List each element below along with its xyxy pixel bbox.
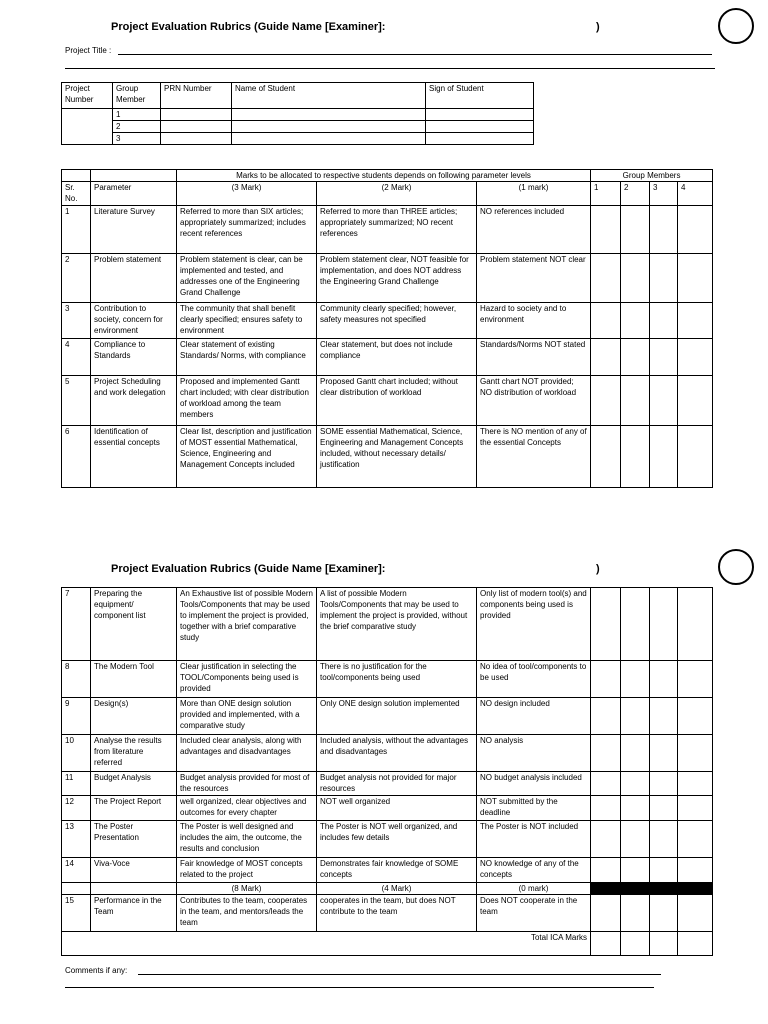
mark-cell[interactable] <box>591 698 621 735</box>
blank-cell <box>62 883 91 895</box>
mark-cell[interactable] <box>678 698 713 735</box>
level-8-header: (8 Mark) <box>177 883 317 895</box>
member-1-header: 1 <box>591 182 621 206</box>
mark-cell[interactable] <box>621 339 650 376</box>
mark-cell[interactable] <box>650 303 678 339</box>
level-2-text: cooperates in the team, but does NOT contribute to the team <box>317 895 477 932</box>
level-2-text: SOME essential Mathematical, Science, Engineering and Management Concepts included, without necessary details/ justification <box>317 426 477 488</box>
mark-cell[interactable] <box>678 254 713 303</box>
level-3-text: Clear list, description and justification of MOST essential Mathematical, Science, Engineering and Management Concepts included <box>177 426 317 488</box>
level-2-text: Clear statement, but does not include compliance <box>317 339 477 376</box>
total-cell[interactable] <box>591 932 621 956</box>
level-3-text: The community that shall benefit clearly specified; ensures safety to environment <box>177 303 317 339</box>
level-1-text: NO knowledge of any of the concepts <box>477 858 591 883</box>
sr-no: 4 <box>62 339 91 376</box>
parameter: Viva-Voce <box>91 858 177 883</box>
level-1-text: NOT submitted by the deadline <box>477 796 591 821</box>
parameter: Budget Analysis <box>91 772 177 796</box>
header-group-member: Group Member <box>113 83 161 109</box>
mark-cell[interactable] <box>678 821 713 858</box>
total-cell[interactable] <box>650 932 678 956</box>
mark-cell[interactable] <box>650 339 678 376</box>
level-1-text: Only list of modern tool(s) and components being used is provided <box>477 588 591 661</box>
name-cell[interactable] <box>232 121 426 133</box>
level-3-text: Proposed and implemented Gantt chart included; with clear distribution of workload among the team members <box>177 376 317 426</box>
sr-no: 14 <box>62 858 91 883</box>
level-3-text: Referred to more than SIX articles; appropriately summarized; includes recent references <box>177 206 317 254</box>
circle-mark-icon <box>718 8 754 44</box>
level-1-text: Hazard to society and to environment <box>477 303 591 339</box>
project-number-cell[interactable] <box>62 109 113 145</box>
level-3-text: An Exhaustive list of possible Modern Tools/Components that may be used to implement the project is provided, together with a brief comparative study <box>177 588 317 661</box>
mark-cell[interactable] <box>621 772 650 796</box>
mark-cell[interactable] <box>650 206 678 254</box>
mark-cell[interactable] <box>621 588 650 661</box>
group-members-label: Group Members <box>591 170 713 182</box>
level-3-text: well organized, clear objectives and outcomes for every chapter <box>177 796 317 821</box>
table-row <box>62 206 713 254</box>
level-1-text: Gantt chart NOT provided; NO distribution of workload <box>477 376 591 426</box>
mark-cell[interactable] <box>678 661 713 698</box>
level-3-text: Clear statement of existing Standards/ Norms, with compliance <box>177 339 317 376</box>
sign-cell[interactable] <box>426 133 534 145</box>
parameter: Project Scheduling and work delegation <box>91 376 177 426</box>
allocation-note: Marks to be allocated to respective students depends on following parameter levels <box>177 170 591 182</box>
level-1-text: Problem statement NOT clear <box>477 254 591 303</box>
sr-no: 5 <box>62 376 91 426</box>
table-row <box>62 895 713 932</box>
mark-cell[interactable] <box>678 339 713 376</box>
level-1-text: There is NO mention of any of the essential Concepts <box>477 426 591 488</box>
mark-cell[interactable] <box>591 661 621 698</box>
sr-no: 8 <box>62 661 91 698</box>
mark-cell[interactable] <box>591 735 621 772</box>
blank-cell <box>62 170 91 182</box>
level-2-text: Only ONE design solution implemented <box>317 698 477 735</box>
level-2-text: Problem statement clear, NOT feasible for implementation, and does NOT address the Engineering Grand Challenge <box>317 254 477 303</box>
mark-cell[interactable] <box>621 303 650 339</box>
table-row <box>62 254 713 303</box>
level-3-text: Problem statement is clear, can be implemented and tested, and addresses one of the Engineering Grand Challenge <box>177 254 317 303</box>
comments-line-2[interactable] <box>65 987 654 988</box>
level-1-header: (1 mark) <box>477 182 591 206</box>
sr-no: 12 <box>62 796 91 821</box>
mark-cell[interactable] <box>621 206 650 254</box>
mark-cell[interactable] <box>650 254 678 303</box>
level-2-text: Demonstrates fair knowledge of SOME concepts <box>317 858 477 883</box>
mark-cell[interactable] <box>650 661 678 698</box>
parameter: Preparing the equipment/ component list <box>91 588 177 661</box>
parameter: Problem statement <box>91 254 177 303</box>
page-2-title: Project Evaluation Rubrics (Guide Name [Examiner]: <box>111 563 386 575</box>
level-2-text: Referred to more than THREE articles; appropriately summarized; NO recent references <box>317 206 477 254</box>
blacked-out-cell <box>591 883 713 895</box>
level-2-header: (2 Mark) <box>317 182 477 206</box>
level-1-text: No idea of tool/components to be used <box>477 661 591 698</box>
level-1-text: NO analysis <box>477 735 591 772</box>
mark-cell[interactable] <box>591 303 621 339</box>
project-title-line[interactable] <box>118 54 712 55</box>
mark-cell[interactable] <box>621 426 650 488</box>
mark-cell[interactable] <box>650 376 678 426</box>
rubric-table-1 <box>61 169 713 488</box>
prn-cell[interactable] <box>161 109 232 121</box>
mark-cell[interactable] <box>650 821 678 858</box>
name-cell[interactable] <box>232 133 426 145</box>
mark-cell[interactable] <box>621 661 650 698</box>
parameter: Literature Survey <box>91 206 177 254</box>
name-cell[interactable] <box>232 109 426 121</box>
level-3-text: Budget analysis provided for most of the resources <box>177 772 317 796</box>
mark-cell[interactable] <box>678 796 713 821</box>
total-ica-marks-label: Total ICA Marks <box>62 932 591 956</box>
sign-cell[interactable] <box>426 109 534 121</box>
mark-cell[interactable] <box>678 858 713 883</box>
sr-no: 13 <box>62 821 91 858</box>
level-1-text: Standards/Norms NOT stated <box>477 339 591 376</box>
table-row <box>62 303 713 339</box>
mark-cell[interactable] <box>591 796 621 821</box>
mark-cell[interactable] <box>591 376 621 426</box>
table-row <box>62 426 713 488</box>
table-row <box>62 588 713 661</box>
mark-cell[interactable] <box>621 254 650 303</box>
sr-no: 2 <box>62 254 91 303</box>
mark-cell[interactable] <box>650 858 678 883</box>
mark-cell[interactable] <box>591 206 621 254</box>
level-1-text: NO budget analysis included <box>477 772 591 796</box>
sr-no: 9 <box>62 698 91 735</box>
header-prn-number: PRN Number <box>161 83 232 109</box>
level-4-header: (4 Mark) <box>317 883 477 895</box>
parameter: Contribution to society, concern for environment <box>91 303 177 339</box>
member-number: 1 <box>113 109 161 121</box>
student-table <box>61 82 534 145</box>
project-title-label: Project Title : <box>65 46 112 55</box>
mark-cell[interactable] <box>621 858 650 883</box>
table-row <box>62 376 713 426</box>
parameter: Analyse the results from literature referred <box>91 735 177 772</box>
prn-cell[interactable] <box>161 121 232 133</box>
mark-cell[interactable] <box>678 735 713 772</box>
comments-line[interactable] <box>138 974 661 975</box>
total-cell[interactable] <box>621 932 650 956</box>
level-3-header: (3 Mark) <box>177 182 317 206</box>
mark-cell[interactable] <box>621 698 650 735</box>
sr-no-header: Sr. No. <box>62 182 91 206</box>
mark-cell[interactable] <box>621 796 650 821</box>
mark-cell[interactable] <box>678 376 713 426</box>
comments-label: Comments if any: <box>65 966 128 975</box>
level-3-text: Clear justification in selecting the TOOL/Components being used is provided <box>177 661 317 698</box>
parameter: Performance in the Team <box>91 895 177 932</box>
sr-no: 6 <box>62 426 91 488</box>
prn-cell[interactable] <box>161 133 232 145</box>
level-3-text: More than ONE design solution provided and implemented, with a comparative study <box>177 698 317 735</box>
mark-cell[interactable] <box>650 588 678 661</box>
blank-cell <box>91 170 177 182</box>
sr-no: 11 <box>62 772 91 796</box>
level-3-text: Included clear analysis, along with advantages and disadvantages <box>177 735 317 772</box>
sr-no: 7 <box>62 588 91 661</box>
member-4-header: 4 <box>678 182 713 206</box>
project-title-line-2[interactable] <box>65 68 715 69</box>
parameter: Identification of essential concepts <box>91 426 177 488</box>
header-sign-of-student: Sign of Student <box>426 83 534 109</box>
mark-cell[interactable] <box>650 698 678 735</box>
sr-no: 10 <box>62 735 91 772</box>
mark-cell[interactable] <box>678 303 713 339</box>
mark-cell[interactable] <box>591 895 621 932</box>
parameter: The Project Report <box>91 796 177 821</box>
level-1-text: NO references included <box>477 206 591 254</box>
mark-cell[interactable] <box>621 821 650 858</box>
mark-cell[interactable] <box>591 339 621 376</box>
level-2-text: Community clearly specified; however, safety measures not specified <box>317 303 477 339</box>
mark-cell[interactable] <box>678 895 713 932</box>
parameter: Compliance to Standards <box>91 339 177 376</box>
mark-cell[interactable] <box>591 858 621 883</box>
member-number: 2 <box>113 121 161 133</box>
mark-cell[interactable] <box>650 796 678 821</box>
mark-cell[interactable] <box>591 772 621 796</box>
mark-cell[interactable] <box>621 735 650 772</box>
page-title-close: ) <box>596 21 600 33</box>
sr-no: 1 <box>62 206 91 254</box>
mark-cell[interactable] <box>591 254 621 303</box>
mark-cell[interactable] <box>678 206 713 254</box>
mark-cell[interactable] <box>591 821 621 858</box>
mark-cell[interactable] <box>650 735 678 772</box>
level-2-text: Proposed Gantt chart included; without clear distribution of workload <box>317 376 477 426</box>
level-3-text: The Poster is well designed and includes the aim, the outcome, the results and conclusion <box>177 821 317 858</box>
table-row <box>62 821 713 858</box>
mark-cell[interactable] <box>678 772 713 796</box>
table-row <box>62 735 713 772</box>
table-row <box>62 698 713 735</box>
table-row <box>62 772 713 796</box>
mark-cell[interactable] <box>591 588 621 661</box>
level-2-text: Budget analysis not provided for major resources <box>317 772 477 796</box>
member-3-header: 3 <box>650 182 678 206</box>
level-3-text: Contributes to the team, cooperates in the team, and mentors/leads the team <box>177 895 317 932</box>
parameter: Design(s) <box>91 698 177 735</box>
level-2-text: There is no justification for the tool/components being used <box>317 661 477 698</box>
member-number: 3 <box>113 133 161 145</box>
circle-mark-icon <box>718 549 754 585</box>
sr-no: 15 <box>62 895 91 932</box>
level-2-text: The Poster is NOT well organized, and includes few details <box>317 821 477 858</box>
mark-cell[interactable] <box>650 895 678 932</box>
member-2-header: 2 <box>621 182 650 206</box>
blank-cell <box>91 883 177 895</box>
header-project-number: Project Number <box>62 83 113 109</box>
sr-no: 3 <box>62 303 91 339</box>
mark-cell[interactable] <box>650 426 678 488</box>
mark-cell[interactable] <box>621 376 650 426</box>
level-3-text: Fair knowledge of MOST concepts related to the project <box>177 858 317 883</box>
level-1-text: NO design included <box>477 698 591 735</box>
mark-cell[interactable] <box>591 426 621 488</box>
table-row <box>62 796 713 821</box>
parameter-header: Parameter <box>91 182 177 206</box>
level-2-text: Included analysis, without the advantages and disadvantages <box>317 735 477 772</box>
page-2-title-close: ) <box>596 563 600 575</box>
table-row <box>62 339 713 376</box>
mark-cell[interactable] <box>650 772 678 796</box>
table-row <box>62 661 713 698</box>
page-title: Project Evaluation Rubrics (Guide Name [Examiner]: <box>111 21 386 33</box>
level-2-text: NOT well organized <box>317 796 477 821</box>
mark-cell[interactable] <box>621 895 650 932</box>
table-row <box>62 858 713 883</box>
sign-cell[interactable] <box>426 121 534 133</box>
header-name-of-student: Name of Student <box>232 83 426 109</box>
parameter: The Modern Tool <box>91 661 177 698</box>
level-0-header: (0 mark) <box>477 883 591 895</box>
total-cell[interactable] <box>678 932 713 956</box>
rubric-table-2 <box>61 587 713 956</box>
level-1-text: The Poster is NOT included <box>477 821 591 858</box>
mark-cell[interactable] <box>678 426 713 488</box>
parameter: The Poster Presentation <box>91 821 177 858</box>
level-1-text: Does NOT cooperate in the team <box>477 895 591 932</box>
level-2-text: A list of possible Modern Tools/Components that may be used to implement the project is provided, without the brief comparative study <box>317 588 477 661</box>
mark-cell[interactable] <box>678 588 713 661</box>
